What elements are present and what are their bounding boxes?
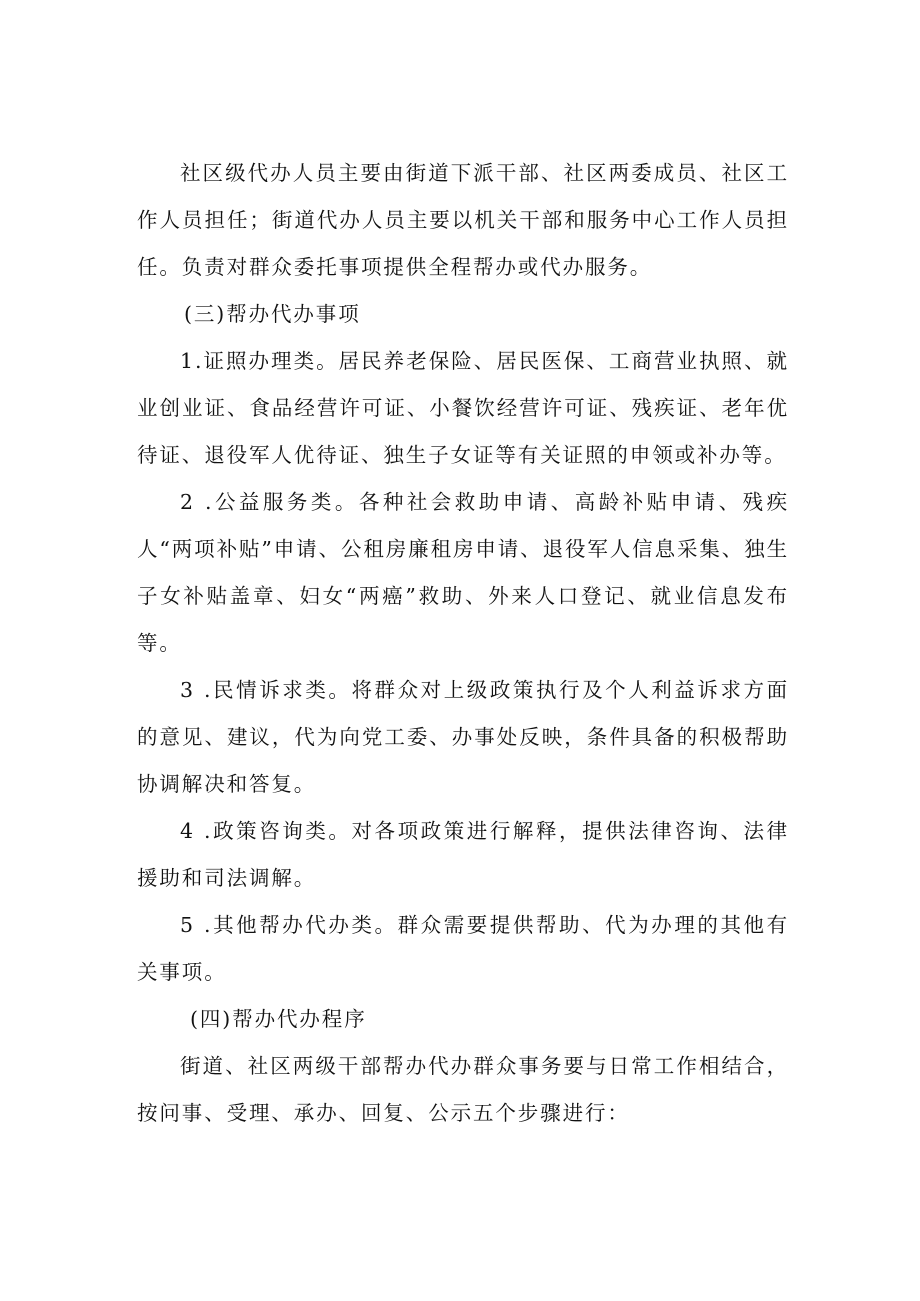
paragraph-agent-staff: 社区级代办人员主要由街道下派干部、社区两委成员、社区工作人员担任；街道代办人员主要以机关干部和服务中心工作人员担任。负责对群众委托事项提供全程帮办或代办服务。	[137, 161, 789, 279]
paragraph-procedure: 街道、社区两级干部帮办代办群众事务要与日常工作相结合，按问事、受理、承办、回复、公示五个步骤进行：	[137, 1054, 789, 1125]
paragraph-item-5: 5 .其他帮办代办类。群众需要提供帮助、代为办理的其他有关事项。	[137, 913, 789, 984]
paragraph-item-3: 3 .民情诉求类。将群众对上级政策执行及个人利益诉求方面的意见、建议，代为向党工委、办事处反映，条件具备的积极帮助协调解决和答复。	[137, 678, 789, 796]
heading-section-3: (三)帮办代办事项	[184, 302, 361, 326]
heading-section-4: (四)帮办代办程序	[190, 1007, 367, 1031]
paragraph-item-2: 2 .公益服务类。各种社会救助申请、高龄补贴申请、残疾人“两项补贴”申请、公租房廉租房申请、退役军人信息采集、独生子女补贴盖章、妇女“两癌”救助、外来人口登记、就业信息发布等。	[137, 490, 789, 655]
paragraph-item-4: 4 .政策咨询类。对各项政策进行解释，提供法律咨询、法律援助和司法调解。	[137, 819, 789, 890]
document-body	[137, 150, 789, 1137]
paragraph-item-1: 1.证照办理类。居民养老保险、居民医保、工商营业执照、就业创业证、食品经营许可证、小餐饮经营许可证、残疾证、老年优待证、退役军人优待证、独生子女证等有关证照的申领或补办等。	[137, 349, 789, 467]
